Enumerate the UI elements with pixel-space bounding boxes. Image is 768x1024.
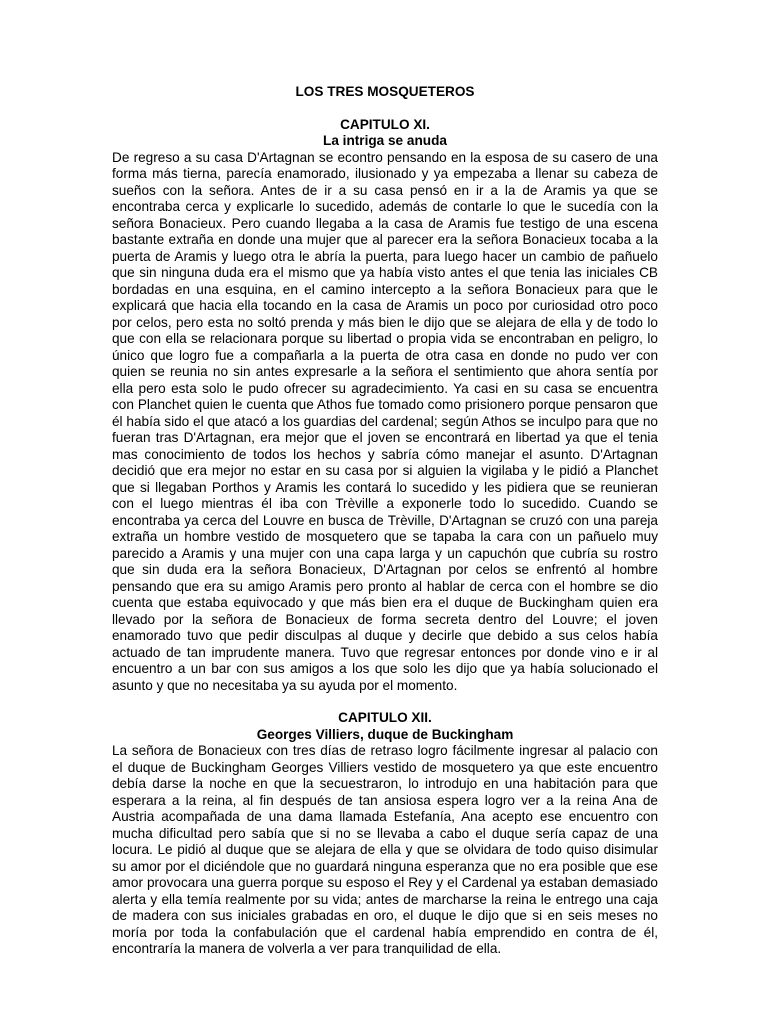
chapter-heading: CAPITULO XII. <box>338 710 432 725</box>
chapter-xi <box>112 117 658 695</box>
chapter-body: De regreso a su casa D'Artagnan se econtro pensando en la esposa de su casero de una forma más tierna, parecía enamorado, ilusionado y ya empezaba a llenar su cabeza de sueños con la señora. Antes de ir a su casa pensó en ir a la de Aramis ya que se encontraba cerca y explicarle lo sucedido, además de contarle lo que le sucedía con la señora Bonacieux. Pero cuando llegaba a la casa de Aramis fue testigo de una escena bastante extraña en donde una mujer que al parecer era la señora Bonacieux tocaba a la puerta de Aramis y luego otra le abría la puerta, para luego hacer un cambio de pañuelo que sin ninguna duda era el mismo que ya había visto antes el que tenia las iniciales CB bordadas en una esquina, en el camino intercepto a la señora Bonacieux para que le explicará que hacia ella tocando en la casa de Aramis un poco por curiosidad otro poco por celos, pero esta no soltó prenda y más bien le dijo que se alejara de ella y de todo lo que con ella se relacionara porque su libertad o propia vida se encontraban en peligro, lo único que logro fue a compañarla a la puerta de otra casa en donde no pudo ver con quien se reunia no sin antes expresarle a la señora el sentimiento que ahora sentía por ella pero esta solo le pudo ofrecer su agradecimiento. Ya casi en su casa se encuentra con Planchet quien le cuenta que Athos fue tomado como prisionero porque pensaron que él había sido el que atacó a los guardias del cardenal; según Athos se inculpo para que no fueran tras D'Artagnan, era mejor que el joven se encontrará en libertad ya que el tenia mas conocimiento de todos los hechos y sabría cómo manejar el asunto. D'Artagnan decidió que era mejor no estar en su casa por si alguien la vigilaba y le pidió a Planchet que si llegaban Porthos y Aramis les contará lo sucedido y les pidiera que se reunieran con el luego mientras él iba con Trèville a exponerle todo lo sucedido. Cuando se encontraba ya cerca del Louvre en busca de Trèville, D'Artagnan se cruzó con una pareja extraña un hombre vestido de mosquetero que se tapaba la cara con un pañuelo muy parecido a Aramis y una mujer con una capa larga y un capuchón que cubría su rostro que sin duda era la señora Bonacieux, D'Artagnan por celos se enfrentó al hombre pensando que era su amigo Aramis pero pronto al hablar de cerca con el hombre se dio cuenta que estaba equivocado y que más bien era el duque de Buckingham quien era llevado por la señora de Bonacieux de forma secreta dentro del Louvre; el joven enamorado tuvo que pedir disculpas al duque y decirle que debido a sus celos había actuado de tan imprudente manera. Tuvo que regresar entonces por donde vino e ir al encuentro a un bar con sus amigos a los que solo les dijo que ya había solucionado el asunto y que no necesitaba ya su ayuda por el momento. <box>112 149 658 693</box>
document-title: LOS TRES MOSQUETEROS <box>295 84 475 99</box>
chapter-subtitle: Georges Villiers, duque de Buckingham <box>256 726 514 742</box>
chapter-heading: CAPITULO XI. <box>340 116 430 132</box>
chapter-subtitle: La intriga se anuda <box>323 133 447 148</box>
document-page <box>112 84 658 958</box>
chapter-xii <box>112 710 658 958</box>
chapter-body: La señora de Bonacieux con tres días de retraso logro fácilmente ingresar al palacio con el duque de Buckingham Georges Villiers vestido de mosquetero ya que este encuentro debía darse la noche en que la secuestraron, lo introdujo en una habitación para que esperara a la reina, al fin después de tan ansiosa espera logro ver a la reina Ana de Austria acompañada de una dama llamada Estefanía, Ana acepto ese encuentro con mucha dificultad pero sabía que si no se llevaba a cabo el duque sería capaz de una locura. Le pidió al duque que se alejara de ella y que se olvidara de todo quiso disimular su amor por el diciéndole que no guardará ninguna esperanza que no era posible que ese amor provocara una guerra porque su esposo el Rey y el Cardenal ya estaban demasiado alerta y ella temía realmente por su vida; antes de marcharse la reina le entrego una caja de madera con sus iniciales grabadas en oro, el duque le dijo que si en seis meses no moría por toda la confabulación que el cardenal había emprendido en contra de él, encontraría la manera de volverla a ver para tranquilidad de ella. <box>112 743 658 956</box>
